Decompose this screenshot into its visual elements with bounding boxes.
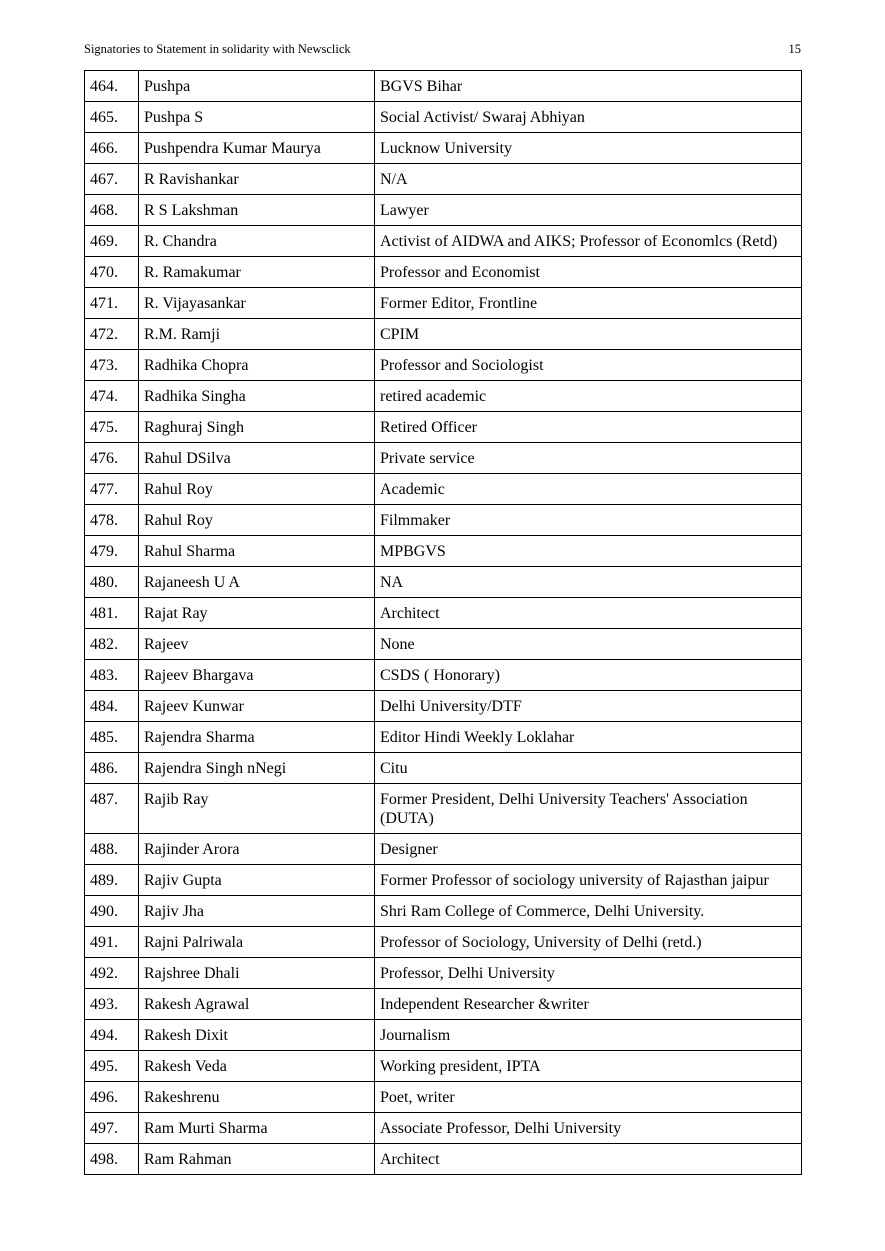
- row-number: 486.: [85, 753, 139, 784]
- row-number: 468.: [85, 195, 139, 226]
- row-number: 483.: [85, 660, 139, 691]
- row-number: 472.: [85, 319, 139, 350]
- table-row: [85, 896, 802, 927]
- signatory-name: Ram Rahman: [139, 1144, 375, 1175]
- table-row: [85, 834, 802, 865]
- row-number: 482.: [85, 629, 139, 660]
- signatory-affiliation: Professor of Sociology, University of Delhi (retd.): [375, 927, 802, 958]
- signatory-affiliation: Editor Hindi Weekly Loklahar: [375, 722, 802, 753]
- table-row: [85, 71, 802, 102]
- table-row: [85, 288, 802, 319]
- signatory-name: R Ravishankar: [139, 164, 375, 195]
- table-row: [85, 133, 802, 164]
- signatory-name: R.M. Ramji: [139, 319, 375, 350]
- signatory-name: Rahul Roy: [139, 474, 375, 505]
- table-row: [85, 474, 802, 505]
- table-row: [85, 536, 802, 567]
- table-row: [85, 958, 802, 989]
- row-number: 474.: [85, 381, 139, 412]
- table-row: [85, 102, 802, 133]
- row-number: 492.: [85, 958, 139, 989]
- row-number: 471.: [85, 288, 139, 319]
- signatory-name: Pushpa: [139, 71, 375, 102]
- signatory-affiliation: NA: [375, 567, 802, 598]
- table-row: [85, 319, 802, 350]
- signatory-name: Rajaneesh U A: [139, 567, 375, 598]
- signatory-affiliation: MPBGVS: [375, 536, 802, 567]
- signatory-name: Rakesh Agrawal: [139, 989, 375, 1020]
- signatory-name: Radhika Chopra: [139, 350, 375, 381]
- row-number: 467.: [85, 164, 139, 195]
- signatory-name: Rajshree Dhali: [139, 958, 375, 989]
- signatory-name: R. Ramakumar: [139, 257, 375, 288]
- table-row: [85, 1144, 802, 1175]
- signatory-affiliation: Delhi University/DTF: [375, 691, 802, 722]
- row-number: 481.: [85, 598, 139, 629]
- row-number: 497.: [85, 1113, 139, 1144]
- row-number: 473.: [85, 350, 139, 381]
- table-row: [85, 381, 802, 412]
- table-row: [85, 1082, 802, 1113]
- row-number: 477.: [85, 474, 139, 505]
- row-number: 491.: [85, 927, 139, 958]
- signatory-name: Rajeev Kunwar: [139, 691, 375, 722]
- signatory-affiliation: Architect: [375, 1144, 802, 1175]
- signatory-affiliation: Retired Officer: [375, 412, 802, 443]
- row-number: 493.: [85, 989, 139, 1020]
- table-row: [85, 412, 802, 443]
- row-number: 470.: [85, 257, 139, 288]
- signatory-affiliation: retired academic: [375, 381, 802, 412]
- signatory-affiliation: CSDS ( Honorary): [375, 660, 802, 691]
- table-row: [85, 865, 802, 896]
- signatory-affiliation: Independent Researcher &writer: [375, 989, 802, 1020]
- table-row: [85, 598, 802, 629]
- signatory-name: Rajiv Jha: [139, 896, 375, 927]
- signatory-affiliation: Professor and Economist: [375, 257, 802, 288]
- signatory-name: Rajendra Singh nNegi: [139, 753, 375, 784]
- page-number: 15: [788, 42, 801, 56]
- row-number: 489.: [85, 865, 139, 896]
- signatory-name: Ram Murti Sharma: [139, 1113, 375, 1144]
- signatory-affiliation: Filmmaker: [375, 505, 802, 536]
- table-row: [85, 1020, 802, 1051]
- signatory-name: Rahul DSilva: [139, 443, 375, 474]
- signatory-affiliation: N/A: [375, 164, 802, 195]
- table-row: [85, 753, 802, 784]
- row-number: 475.: [85, 412, 139, 443]
- row-number: 469.: [85, 226, 139, 257]
- table-row: [85, 164, 802, 195]
- signatory-affiliation: Poet, writer: [375, 1082, 802, 1113]
- table-row: [85, 927, 802, 958]
- signatory-name: Rahul Roy: [139, 505, 375, 536]
- signatory-name: Rajni Palriwala: [139, 927, 375, 958]
- signatory-affiliation: Journalism: [375, 1020, 802, 1051]
- signatory-name: Rajendra Sharma: [139, 722, 375, 753]
- signatory-affiliation: Academic: [375, 474, 802, 505]
- signatory-affiliation: Activist of AIDWA and AIKS; Professor of Economlcs (Retd): [375, 226, 802, 257]
- signatory-affiliation: Lawyer: [375, 195, 802, 226]
- signatory-affiliation: Architect: [375, 598, 802, 629]
- table-row: [85, 989, 802, 1020]
- row-number: 488.: [85, 834, 139, 865]
- signatory-name: R. Chandra: [139, 226, 375, 257]
- signatory-name: Rajat Ray: [139, 598, 375, 629]
- table-row: [85, 1113, 802, 1144]
- row-number: 484.: [85, 691, 139, 722]
- table-row: [85, 784, 802, 834]
- signatory-name: Radhika Singha: [139, 381, 375, 412]
- signatory-name: Pushpa S: [139, 102, 375, 133]
- row-number: 490.: [85, 896, 139, 927]
- table-row: [85, 629, 802, 660]
- table-row: [85, 505, 802, 536]
- signatory-affiliation: BGVS Bihar: [375, 71, 802, 102]
- signatory-affiliation: Shri Ram College of Commerce, Delhi University.: [375, 896, 802, 927]
- row-number: 466.: [85, 133, 139, 164]
- page-header: [84, 42, 801, 60]
- signatory-affiliation: CPIM: [375, 319, 802, 350]
- signatory-name: Rajiv Gupta: [139, 865, 375, 896]
- signatory-affiliation: Private service: [375, 443, 802, 474]
- signatory-name: Rakesh Veda: [139, 1051, 375, 1082]
- table-row: [85, 226, 802, 257]
- signatory-name: Rajinder Arora: [139, 834, 375, 865]
- row-number: 494.: [85, 1020, 139, 1051]
- signatories-table: [84, 70, 802, 1175]
- table-row: [85, 195, 802, 226]
- table-row: [85, 567, 802, 598]
- signatory-affiliation: Former Editor, Frontline: [375, 288, 802, 319]
- signatory-name: Rajib Ray: [139, 784, 375, 834]
- signatory-affiliation: Associate Professor, Delhi University: [375, 1113, 802, 1144]
- signatory-name: Rakeshrenu: [139, 1082, 375, 1113]
- signatory-affiliation: Former President, Delhi University Teachers' Association (DUTA): [375, 784, 802, 834]
- table-row: [85, 443, 802, 474]
- row-number: 464.: [85, 71, 139, 102]
- signatory-name: Rahul Sharma: [139, 536, 375, 567]
- row-number: 476.: [85, 443, 139, 474]
- row-number: 495.: [85, 1051, 139, 1082]
- row-number: 485.: [85, 722, 139, 753]
- signatory-name: Raghuraj Singh: [139, 412, 375, 443]
- signatory-name: Rajeev Bhargava: [139, 660, 375, 691]
- row-number: 487.: [85, 784, 139, 834]
- signatory-affiliation: None: [375, 629, 802, 660]
- table-row: [85, 257, 802, 288]
- signatory-affiliation: Professor, Delhi University: [375, 958, 802, 989]
- row-number: 465.: [85, 102, 139, 133]
- row-number: 479.: [85, 536, 139, 567]
- table-row: [85, 350, 802, 381]
- signatory-name: R. Vijayasankar: [139, 288, 375, 319]
- signatory-name: Rakesh Dixit: [139, 1020, 375, 1051]
- table-row: [85, 691, 802, 722]
- signatory-affiliation: Citu: [375, 753, 802, 784]
- table-row: [85, 660, 802, 691]
- row-number: 478.: [85, 505, 139, 536]
- signatory-affiliation: Social Activist/ Swaraj Abhiyan: [375, 102, 802, 133]
- signatory-affiliation: Professor and Sociologist: [375, 350, 802, 381]
- signatory-name: R S Lakshman: [139, 195, 375, 226]
- row-number: 496.: [85, 1082, 139, 1113]
- signatory-affiliation: Lucknow University: [375, 133, 802, 164]
- table-row: [85, 722, 802, 753]
- signatory-affiliation: Designer: [375, 834, 802, 865]
- table-row: [85, 1051, 802, 1082]
- row-number: 498.: [85, 1144, 139, 1175]
- signatories-table-body: [85, 71, 802, 1175]
- row-number: 480.: [85, 567, 139, 598]
- signatory-name: Rajeev: [139, 629, 375, 660]
- signatory-name: Pushpendra Kumar Maurya: [139, 133, 375, 164]
- signatory-affiliation: Former Professor of sociology university of Rajasthan jaipur: [375, 865, 802, 896]
- signatory-affiliation: Working president, IPTA: [375, 1051, 802, 1082]
- document-title: Signatories to Statement in solidarity with Newsclick: [84, 42, 351, 56]
